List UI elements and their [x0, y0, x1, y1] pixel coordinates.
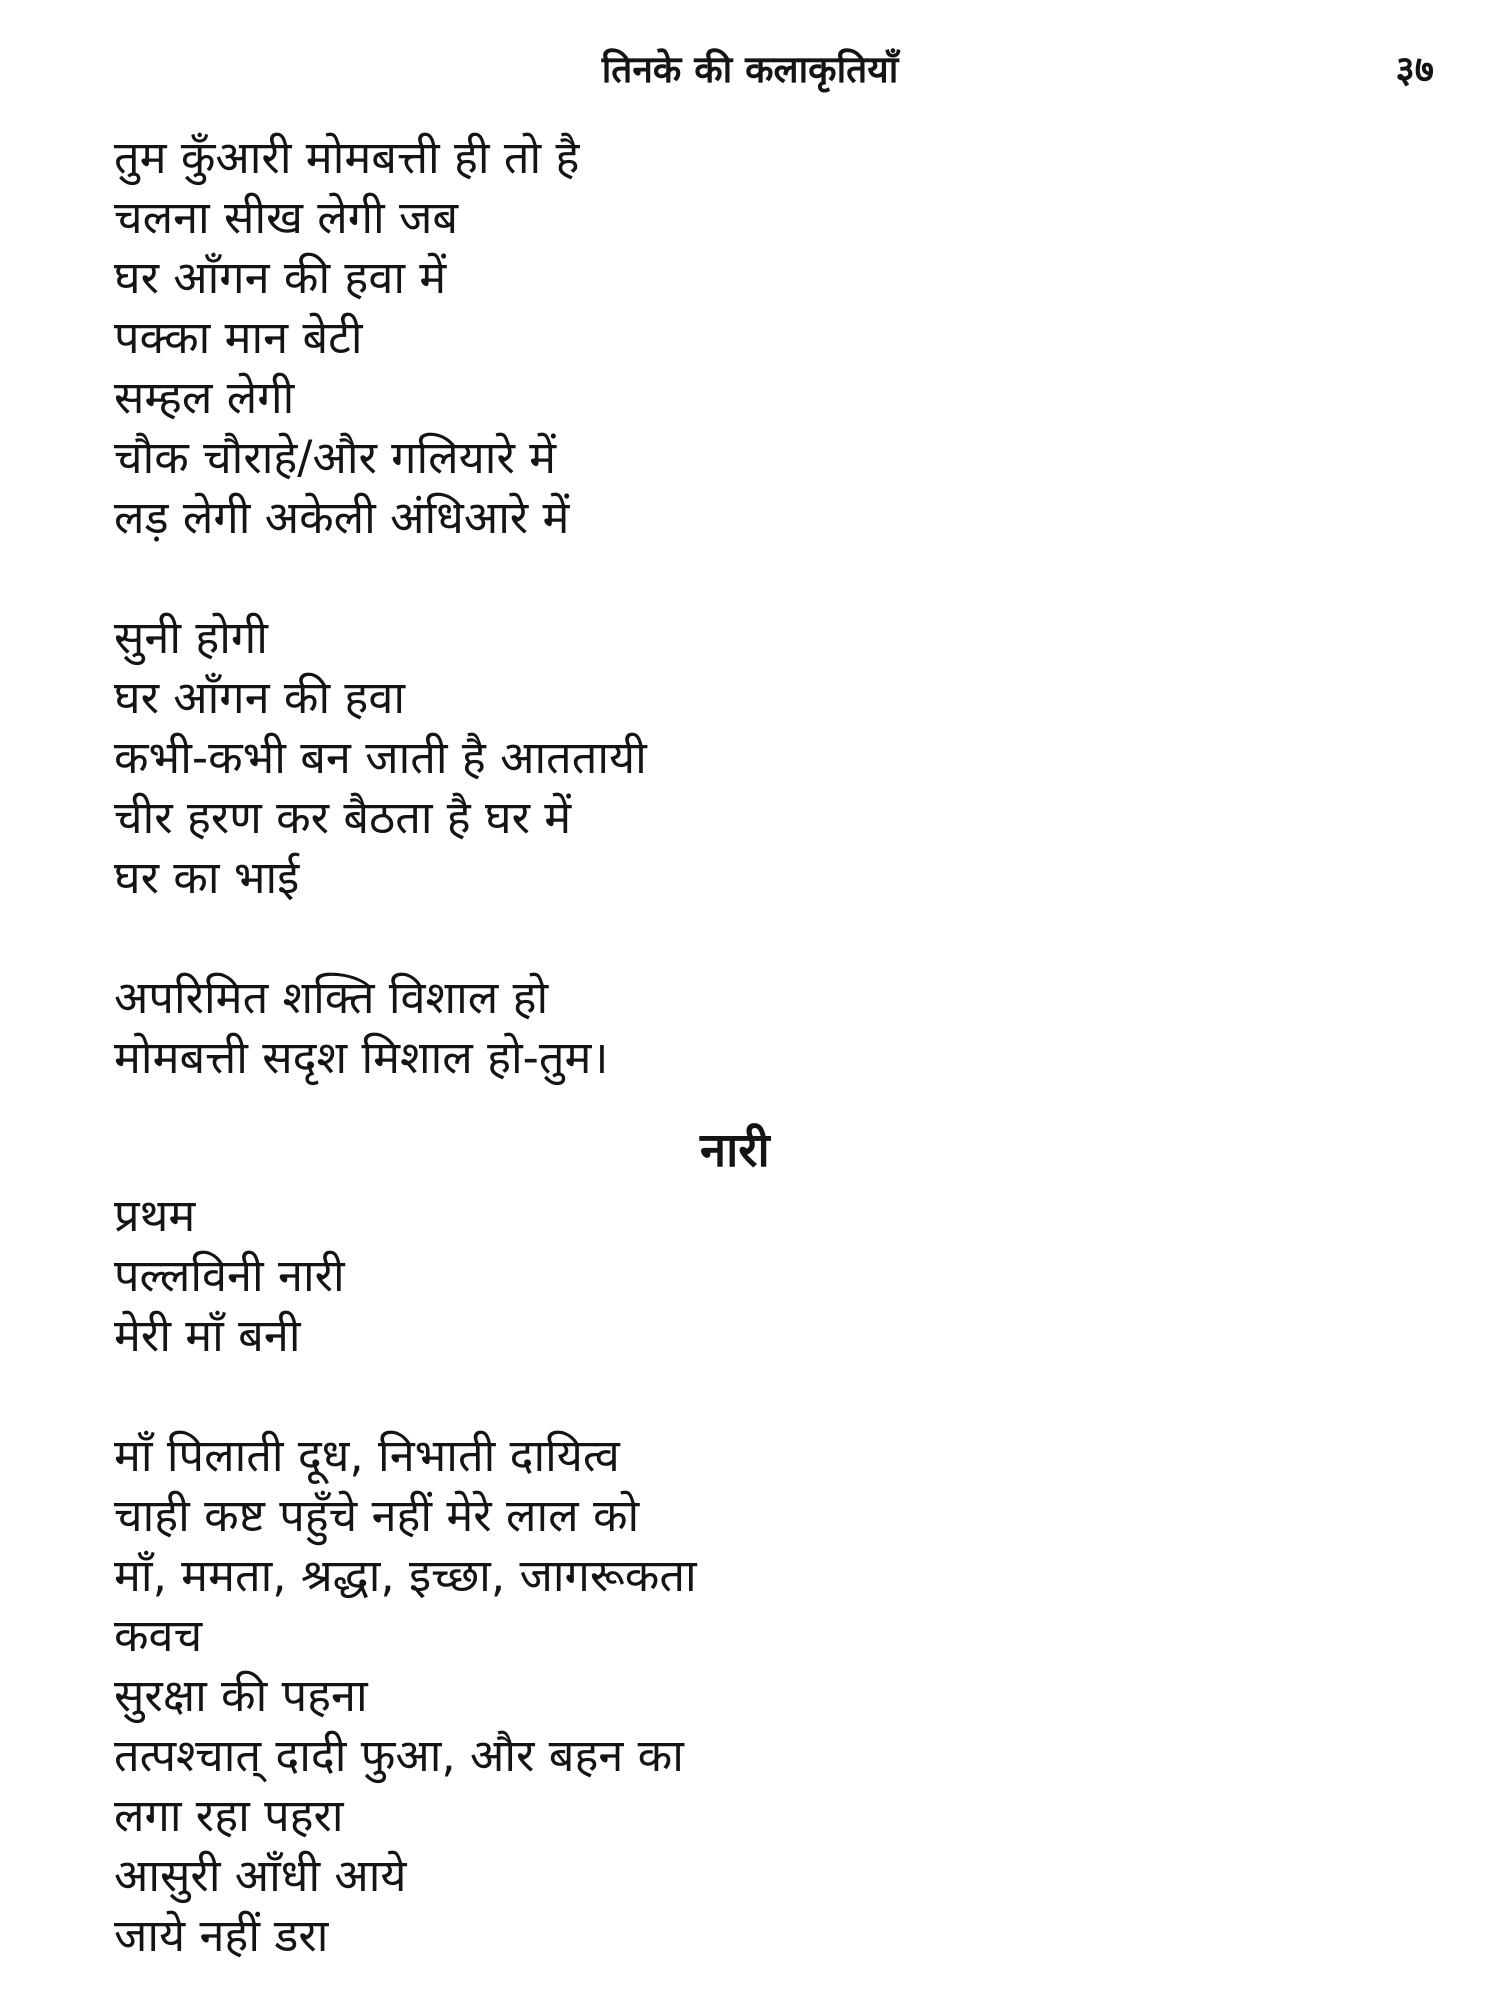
poem-line: माँ पिलाती दूध, निभाती दायित्व: [114, 1429, 620, 1482]
poem-line: मोमबत्ती सदृश मिशाल हो-तुम।: [114, 1031, 609, 1084]
poem-line: घर का भाई: [114, 851, 300, 904]
poem-line: सुनी होगी: [114, 611, 268, 664]
poem-line: चौक चौराहे/और गलियारे में: [114, 431, 557, 484]
poem-line: मेरी माँ बनी: [114, 1309, 301, 1362]
poem-line: लगा रहा पहरा: [114, 1789, 344, 1842]
page-number: ३७: [1395, 48, 1434, 91]
poem-title: नारी: [700, 1123, 770, 1178]
poem-line: सुरक्षा की पहना: [114, 1669, 368, 1722]
stanza: [114, 608, 1414, 908]
poem-line: घर आँगन की हवा: [114, 671, 405, 724]
stanza: [114, 968, 1414, 1088]
stanza: [114, 1186, 1414, 1366]
poem-line: तुम कुँआरी मोमबत्ती ही तो है: [114, 131, 580, 184]
poem-line: सम्हल लेगी: [114, 371, 295, 424]
poem-line: तत्पश्चात् दादी फुआ, और बहन का: [114, 1729, 684, 1782]
stanza: [114, 1426, 1414, 1966]
poem-line: चीर हरण कर बैठता है घर में: [114, 791, 572, 844]
poem-line: प्रथम: [114, 1189, 196, 1242]
page-header: [0, 40, 1500, 100]
stanza: [114, 128, 1414, 548]
poem-line: पक्का मान बेटी: [114, 311, 363, 364]
poem-line: चाही कष्ट पहुँचे नहीं मेरे लाल को: [114, 1489, 640, 1542]
poem-line: चलना सीख लेगी जब: [114, 191, 459, 244]
page-body: [114, 128, 1414, 1966]
poem-line: माँ, ममता, श्रद्धा, इच्छा, जागरूकता: [114, 1549, 697, 1602]
poem-line: घर आँगन की हवा में: [114, 251, 447, 304]
poem-line: पल्लविनी नारी: [114, 1249, 345, 1302]
poem-line: आसुरी आँधी आये: [114, 1849, 407, 1902]
poem-line: जाये नहीं डरा: [114, 1909, 329, 1962]
poem-line: लड़ लेगी अकेली अंधिआरे में: [114, 491, 570, 544]
poem-line: कवच: [114, 1609, 203, 1662]
poem-line: कभी-कभी बन जाती है आततायी: [114, 731, 647, 784]
poem-line: अपरिमित शक्ति विशाल हो: [114, 971, 549, 1024]
running-title: तिनके की कलाकृतियाँ: [601, 48, 899, 91]
